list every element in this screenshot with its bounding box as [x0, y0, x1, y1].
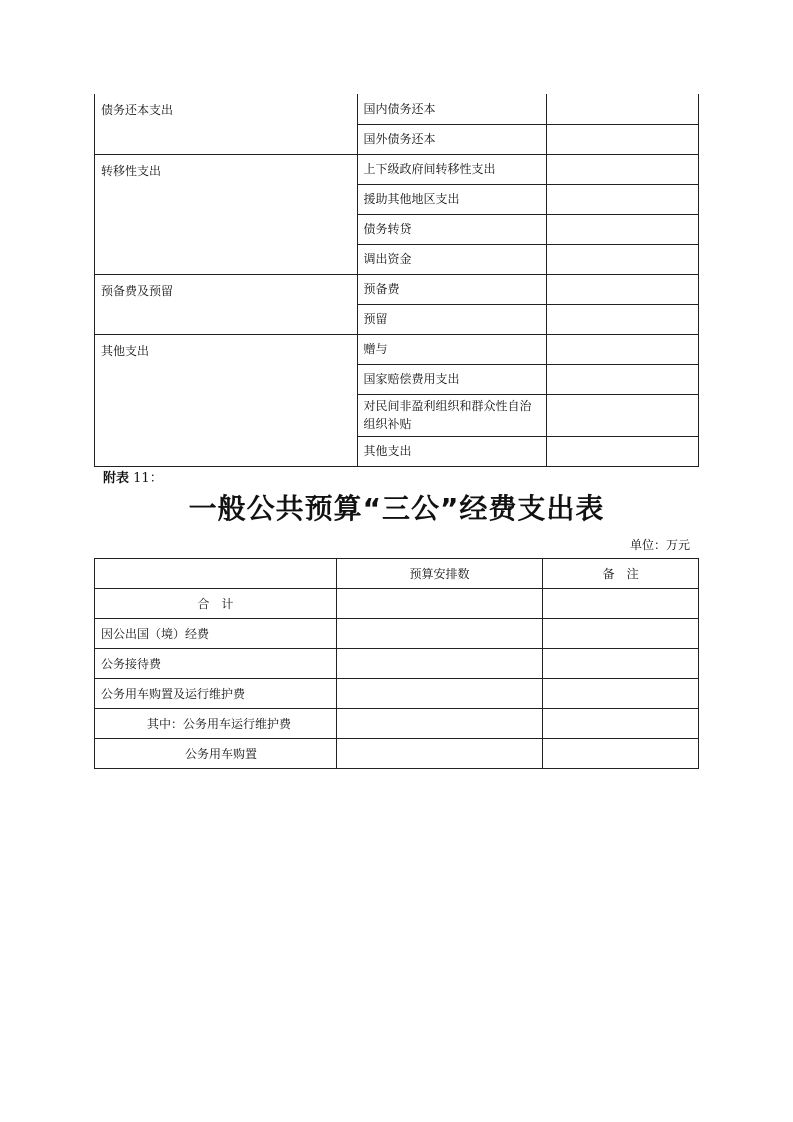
budget-cell: [336, 589, 543, 619]
table-row: [95, 589, 699, 619]
remarks-cell: [543, 709, 699, 739]
value-cell: [547, 154, 699, 184]
row-label: 其中：公务用车运行维护费: [95, 709, 337, 739]
value-cell: [547, 394, 699, 436]
category-cell: 债务还本支出: [95, 94, 358, 154]
table-row: [95, 739, 699, 769]
row-label: 公务用车购置: [95, 739, 337, 769]
header-row: [95, 559, 699, 589]
header-cell-remarks: 备 注: [543, 559, 699, 589]
value-cell: [547, 274, 699, 304]
table-row: [95, 649, 699, 679]
value-cell: [547, 244, 699, 274]
table-row: [95, 274, 699, 304]
table-row: [95, 334, 699, 364]
item-cell: 援助其他地区支出: [357, 184, 547, 214]
budget-cell: [336, 679, 543, 709]
value-cell: [547, 94, 699, 124]
value-cell: [547, 214, 699, 244]
page-title: 一般公共预算“三公”经费支出表: [188, 492, 605, 525]
budget-cell: [336, 649, 543, 679]
remarks-cell: [543, 649, 699, 679]
item-cell: 国外债务还本: [357, 124, 547, 154]
item-cell: 预备费: [357, 274, 547, 304]
item-cell: 债务转贷: [357, 214, 547, 244]
category-cell: 预备费及预留: [95, 274, 358, 334]
row-label: 公务用车购置及运行维护费: [95, 679, 337, 709]
table-row: [95, 619, 699, 649]
header-cell-budget: 预算安排数: [336, 559, 543, 589]
item-cell: 调出资金: [357, 244, 547, 274]
budget-cell: [336, 619, 543, 649]
table-row: [95, 679, 699, 709]
value-cell: [547, 124, 699, 154]
category-cell: 转移性支出: [95, 154, 358, 274]
remarks-cell: [543, 589, 699, 619]
table-row: [95, 709, 699, 739]
value-cell: [547, 334, 699, 364]
item-cell: 对民间非盈利组织和群众性自治组织补贴: [357, 394, 547, 436]
item-cell: 预留: [357, 304, 547, 334]
remarks-cell: [543, 739, 699, 769]
value-cell: [547, 184, 699, 214]
remarks-cell: [543, 679, 699, 709]
row-label: 公务接待费: [95, 649, 337, 679]
table-row: [95, 154, 699, 184]
table-row: [95, 94, 699, 124]
row-label-total: 合 计: [95, 589, 337, 619]
header-cell: [95, 559, 337, 589]
appendix-label: 附表 11：: [103, 471, 163, 486]
budget-cell: [336, 709, 543, 739]
remarks-cell: [543, 619, 699, 649]
expenditure-classification-table: [94, 94, 699, 467]
item-cell: 国内债务还本: [357, 94, 547, 124]
item-cell: 国家赔偿费用支出: [357, 364, 547, 394]
item-cell: 赠与: [357, 334, 547, 364]
value-cell: [547, 436, 699, 466]
item-cell: 其他支出: [357, 436, 547, 466]
row-label: 因公出国（境）经费: [95, 619, 337, 649]
budget-cell: [336, 739, 543, 769]
item-cell: 上下级政府间转移性支出: [357, 154, 547, 184]
unit-label: 单位：万元: [629, 538, 690, 552]
category-cell: 其他支出: [95, 334, 358, 466]
value-cell: [547, 364, 699, 394]
three-public-expenses-table: [94, 558, 699, 769]
value-cell: [547, 304, 699, 334]
